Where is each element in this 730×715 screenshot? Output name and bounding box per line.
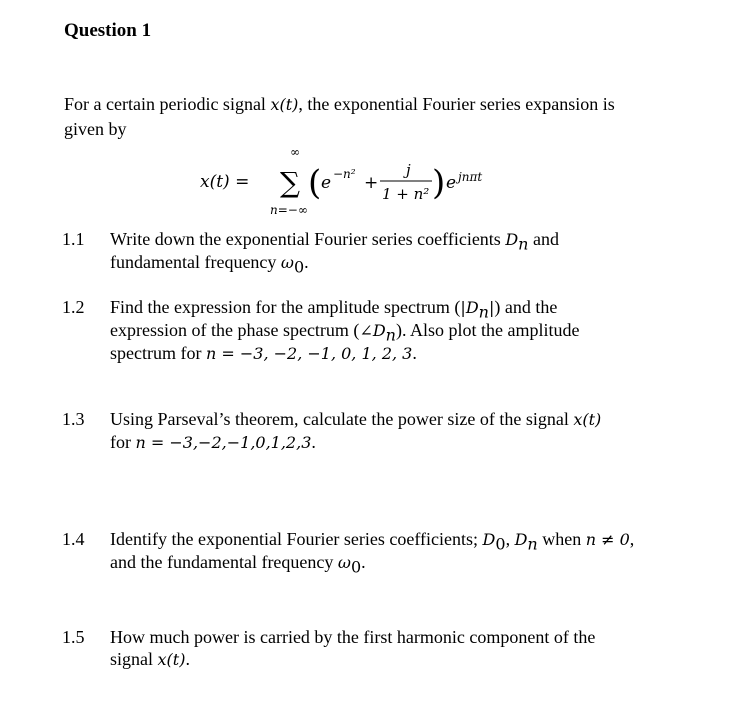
signal-symbol: x(t) [270, 95, 299, 114]
question-text: Identify the exponential Fourier series coefficients; $D_0$, $D_n$ when n ≠ 0, and the fundamental frequency $\omega_0$. [110, 529, 635, 577]
fraction-denominator: 1 + n² [382, 185, 430, 203]
plus-sign: + [364, 173, 379, 193]
question-text: Write down the exponential Fourier series coefficients $D_n$ and fundamental frequency $\omega_0$. [110, 229, 559, 277]
question-text: Using Parseval’s theorem, calculate the power size of the signal x(t) for n = −3,−2,−1,0,1,2,3. [110, 409, 602, 452]
question-number: 1.3 [62, 409, 85, 429]
exp-base: e [446, 173, 457, 193]
question-number: 1.5 [62, 627, 85, 647]
sum-upper-limit: ∞ [290, 145, 300, 159]
question-text: Find the expression for the amplitude spectrum $(|D_n|)$ and the expression of the phase spectrum $(\angle D_n)$. Also plot the amplitude spectrum for n = −3, −2, −1, 0, 1, 2, 3. [110, 297, 580, 363]
question-text: How much power is carried by the first harmonic component of the signal x(t). [110, 627, 596, 669]
sum-lower-limit: n=−∞ [270, 203, 308, 217]
question-number: 1.4 [62, 529, 85, 549]
question-title: Question 1 [64, 20, 152, 41]
fourier-series-formula [200, 142, 540, 222]
intro-line-1: For a certain periodic signal x(t), the exponential Fourier series expansion is [64, 94, 615, 114]
question-number: 1.1 [62, 229, 85, 249]
term1-exponent: −n² [333, 167, 356, 181]
exp-power: jnπt [458, 170, 483, 184]
sum-symbol: ∑ [280, 166, 300, 199]
right-paren: ) [432, 163, 446, 203]
formula-svg [200, 142, 540, 222]
left-paren: ( [308, 163, 322, 203]
intro-paragraph [64, 92, 684, 142]
formula-lhs: x(t) = [200, 172, 250, 192]
term1-base: e [321, 173, 332, 193]
intro-line-2: given by [64, 119, 127, 139]
question-number: 1.2 [62, 297, 85, 317]
fraction-numerator: j [406, 161, 411, 179]
